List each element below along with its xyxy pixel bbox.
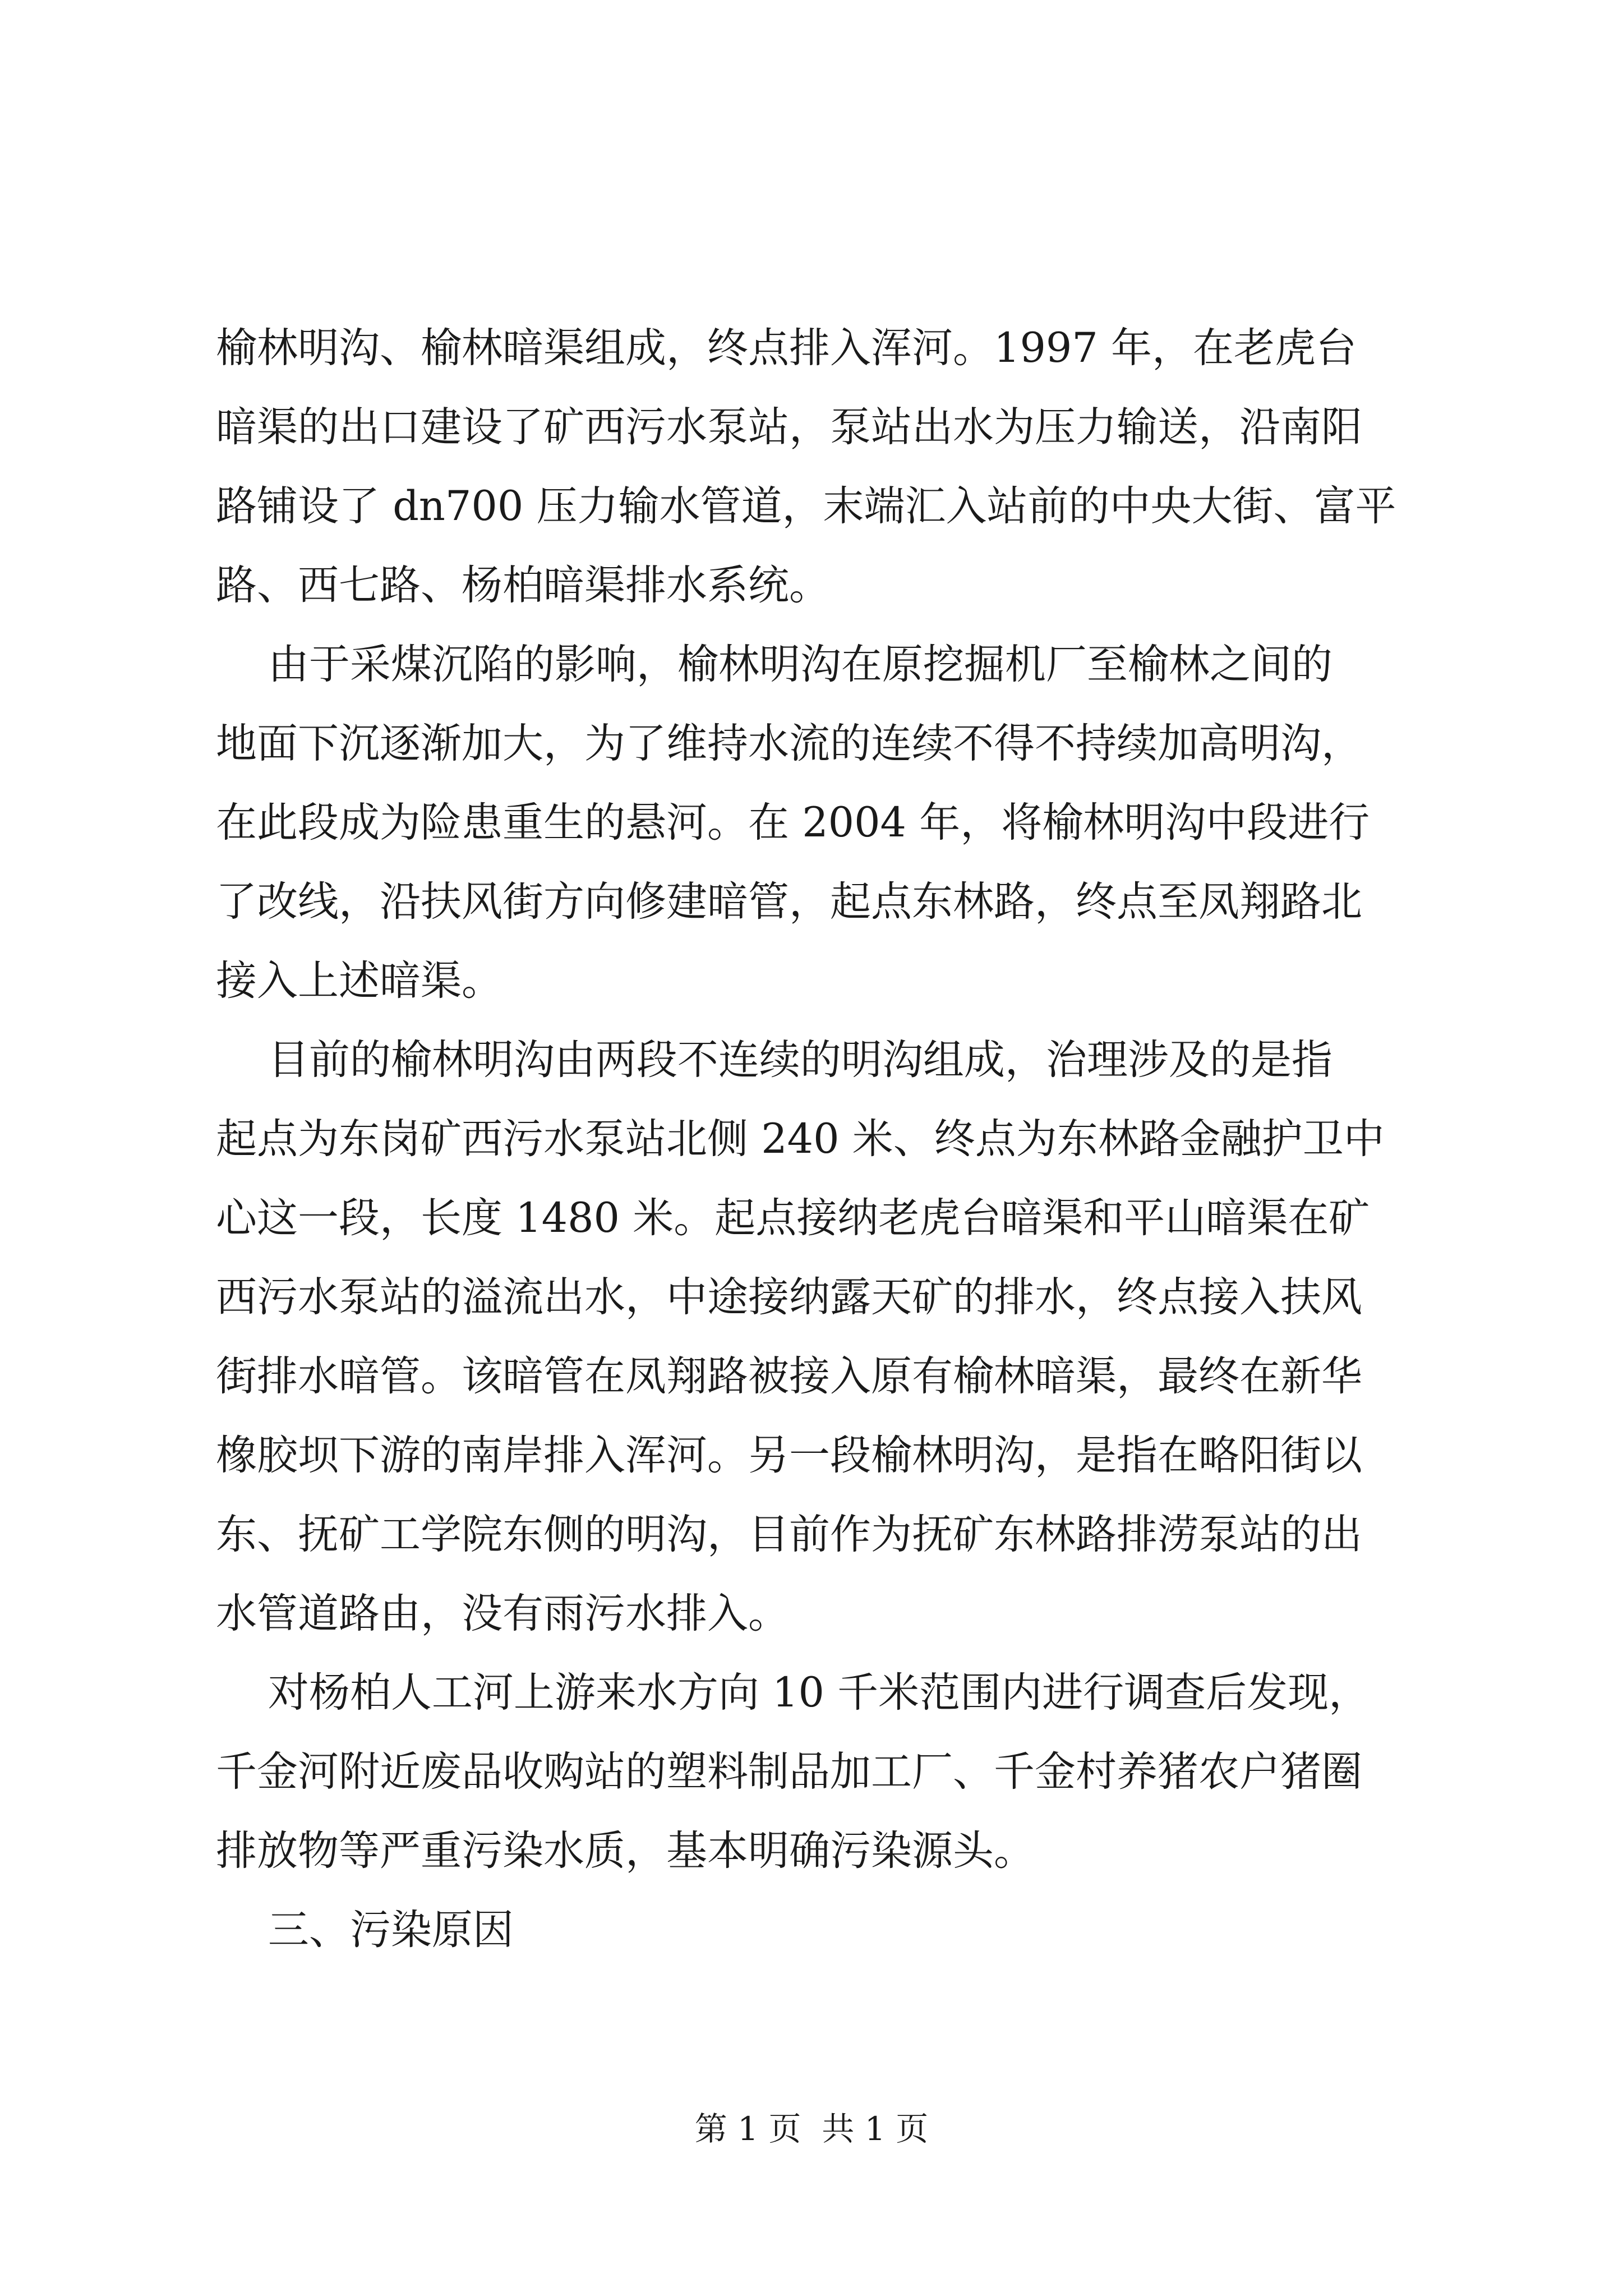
section-heading: 三、污染原因	[216, 1906, 514, 1954]
body-text-line: 在此段成为险患重生的悬河。在 2004 年，将榆林明沟中段进行	[216, 799, 1370, 846]
body-text-line: 了改线，沿扶风街方向修建暗管，起点东林路，终点至凤翔路北	[216, 878, 1362, 926]
body-text-line: 路、西七路、杨柏暗渠排水系统。	[216, 562, 830, 609]
page-footer: 第 1 页 共 1 页	[694, 2110, 929, 2148]
body-text-line: 西污水泵站的溢流出水，中途接纳露天矿的排水，终点接入扶风	[216, 1273, 1362, 1321]
body-text-line: 橡胶坝下游的南岸排入浑河。另一段榆林明沟，是指在略阳街以	[216, 1432, 1362, 1479]
body-text-line: 目前的榆林明沟由两段不连续的明沟组成，治理涉及的是指	[216, 1036, 1332, 1084]
body-text-line: 东、抚矿工学院东侧的明沟，目前作为抚矿东林路排涝泵站的出	[216, 1511, 1362, 1558]
body-text-line: 水管道路由，没有雨污水排入。	[216, 1590, 789, 1637]
body-text-line: 起点为东岗矿西污水泵站北侧 240 米、终点为东林路金融护卫中	[216, 1115, 1385, 1163]
body-text-line: 对杨柏人工河上游来水方向 10 千米范围内进行调查后发现，	[216, 1669, 1370, 1717]
body-text-line: 接入上述暗渠。	[216, 957, 502, 1005]
body-text-line: 心这一段，长度 1480 米。起点接纳老虎台暗渠和平山暗渠在矿	[216, 1194, 1370, 1242]
body-text-line: 暗渠的出口建设了矿西污水泵站，泵站出水为压力输送，沿南阳	[216, 403, 1362, 451]
body-text-line: 街排水暗管。该暗管在凤翔路被接入原有榆林暗渠，最终在新华	[216, 1352, 1362, 1400]
body-text-line: 榆林明沟、榆林暗渠组成，终点排入浑河。1997 年，在老虎台	[216, 324, 1357, 372]
body-text-line: 地面下沉逐渐加大，为了维持水流的连续不得不持续加高明沟，	[216, 720, 1362, 767]
body-text-line: 路铺设了 dn700 压力输水管道，末端汇入站前的中央大街、富平	[216, 482, 1396, 530]
body-text-line: 排放物等严重污染水质，基本明确污染源头。	[216, 1827, 1035, 1875]
body-text-line: 千金河附近废品收购站的塑料制品加工厂、千金村养猪农户猪圈	[216, 1748, 1362, 1796]
body-text-line: 由于采煤沉陷的影响，榆林明沟在原挖掘机厂至榆林之间的	[216, 641, 1332, 688]
